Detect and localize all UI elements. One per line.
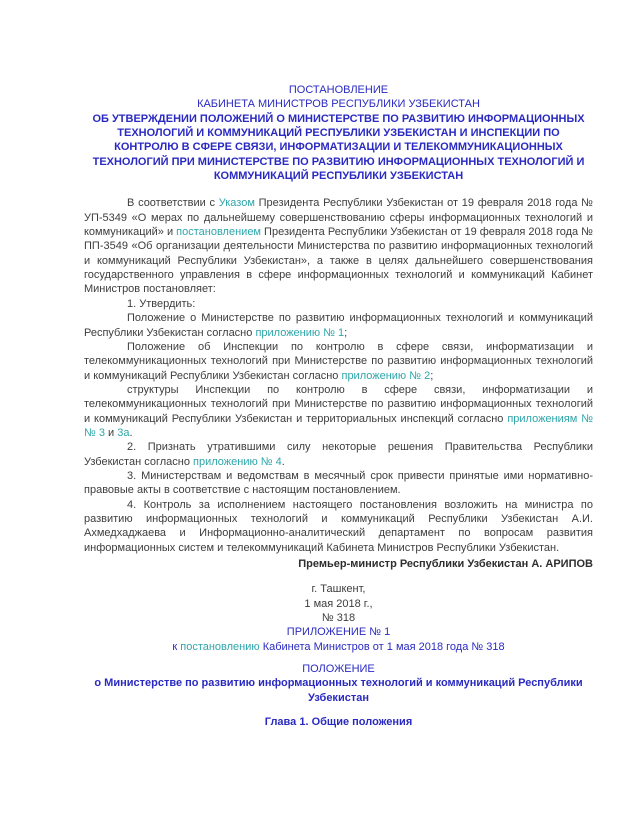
position-block: [84, 662, 593, 705]
text-run: .: [129, 426, 133, 439]
document-header: [84, 83, 593, 183]
body-paragraph: [84, 440, 593, 469]
body-paragraph: [84, 311, 593, 340]
text-run: и: [104, 426, 118, 439]
link-annex-3a[interactable]: 3а: [117, 426, 130, 439]
doc-issuer-line: КАБИНЕТА МИНИСТРОВ РЕСПУБЛИКИ УЗБЕКИСТАН: [197, 98, 480, 111]
link-annex-2[interactable]: приложению № 2: [341, 369, 431, 382]
text-run: 4. Контроль за исполнением настоящего постановления возложить на министра по развитию информационных технологий и коммуникаций Республики Узбекистан А.И. Ахмедхаджаева и Информационно-аналитический департамент по вопросам развития информационных систем и телекоммуникаций Кабинета Министров Республики Узбекистан.: [84, 498, 593, 554]
resolution-body: [84, 196, 593, 555]
body-paragraph: [84, 383, 593, 440]
body-paragraph: [84, 498, 593, 555]
link-annex-3[interactable]: приложениям №№ 3: [84, 412, 593, 439]
link-annex-4[interactable]: приложению № 4: [193, 455, 282, 468]
text-run: Президента Республики Узбекистан от 19 февраля 2018 года № УП-5349 «О мерах по дальнейшему совершенствованию сферы информационных технологий и коммуникаций» и: [84, 197, 593, 239]
body-paragraph: [84, 297, 593, 311]
body-paragraph: [84, 469, 593, 498]
text-run: .: [281, 455, 285, 468]
signature-line: Премьер-министр Республики Узбекистан А. АРИПОВ: [298, 558, 593, 570]
text-run: структуры Инспекции по контролю в сфере связи, информатизации и телекоммуникационных технологий при Министерстве по развитию информационных технологий и коммуникаций Республики Узбекистан и территориальных инспекций согласно: [84, 383, 593, 425]
chapter-heading-block: [84, 715, 593, 729]
text-run: 2. Признать утратившими силу некоторые решения Правительства Республики Узбекистан согласно: [84, 441, 593, 468]
appendix-heading: ПРИЛОЖЕНИЕ № 1: [286, 626, 391, 639]
text-run: Положение об Инспекции по контролю в сфере связи, информатизации и телекоммуникационных технологий при Министерстве по развитию информационных технологий и коммуникаций Республики Узбекистан согласно: [84, 340, 593, 382]
appendix-subline: [84, 640, 593, 654]
number-line: № 318: [321, 612, 356, 625]
text-run: 3. Министерствам и ведомствам в месячный срок привести принятые ими нормативно-правовые акты в соответствие с настоящим постановлением.: [84, 469, 593, 497]
link-annex-1[interactable]: приложению № 1: [255, 326, 345, 339]
text-run: Кабинета Министров от 1 мая 2018 года № 318: [259, 640, 505, 653]
position-heading: ПОЛОЖЕНИЕ: [302, 663, 375, 676]
body-paragraph: [84, 196, 593, 296]
text-run: к: [172, 640, 181, 653]
text-run: ;: [344, 326, 348, 339]
text-run: В соответствии с: [127, 197, 219, 210]
link-resolution-318[interactable]: постановлению: [180, 640, 260, 653]
place-date-block: [84, 582, 593, 654]
link-presidential-resolution[interactable]: постановлением: [176, 226, 261, 239]
chapter-heading: Глава 1. Общие положения: [264, 716, 413, 729]
text-run: 1. Утвердить:: [127, 297, 196, 310]
place-line: г. Ташкент,: [311, 583, 366, 596]
link-presidential-decree[interactable]: Указом: [218, 197, 255, 210]
body-paragraph: [84, 340, 593, 383]
text-run: Положение о Министерстве по развитию информационных технологий и коммуникаций Республики Узбекистан согласно: [84, 312, 593, 339]
text-run: Президента Республики Узбекистан от 19 февраля 2018 года № ПП-3549 «Об организации деятельности Министерства по развитию информационных технологий и коммуникаций Республики Узбекистан», а также в целях дальнейшего совершенствования государственного управления в сфере информационных технологий и коммуникаций Кабинет Министров постановляет:: [84, 226, 593, 296]
doc-type-line: ПОСТАНОВЛЕНИЕ: [288, 84, 389, 96]
position-title: о Министерстве по развитию информационных технологий и коммуникаций Республики Узбекистан: [94, 677, 583, 704]
date-line: 1 мая 2018 г.,: [304, 597, 373, 610]
text-run: ;: [430, 369, 434, 382]
doc-title: ОБ УТВЕРЖДЕНИИ ПОЛОЖЕНИЙ О МИНИСТЕРСТВЕ ПО РАЗВИТИЮ ИНФОРМАЦИОННЫХ ТЕХНОЛОГИЙ И КОММУНИКАЦИЙ РЕСПУБЛИКИ УЗБЕКИСТАН И ИНСПЕКЦИИ ПО КОНТРОЛЮ В СФЕРЕ СВЯЗИ, ИНФОРМАТИЗАЦИИ И ТЕЛЕКОММУНИКАЦИОННЫХ ТЕХНОЛОГИЙ ПРИ МИНИСТЕРСТВЕ ПО РАЗВИТИЮ ИНФОРМАЦИОННЫХ ТЕХНОЛОГИЙ И КОММУНИКАЦИЙ РЕСПУБЛИКИ УЗБЕКИСТАН: [92, 112, 585, 183]
